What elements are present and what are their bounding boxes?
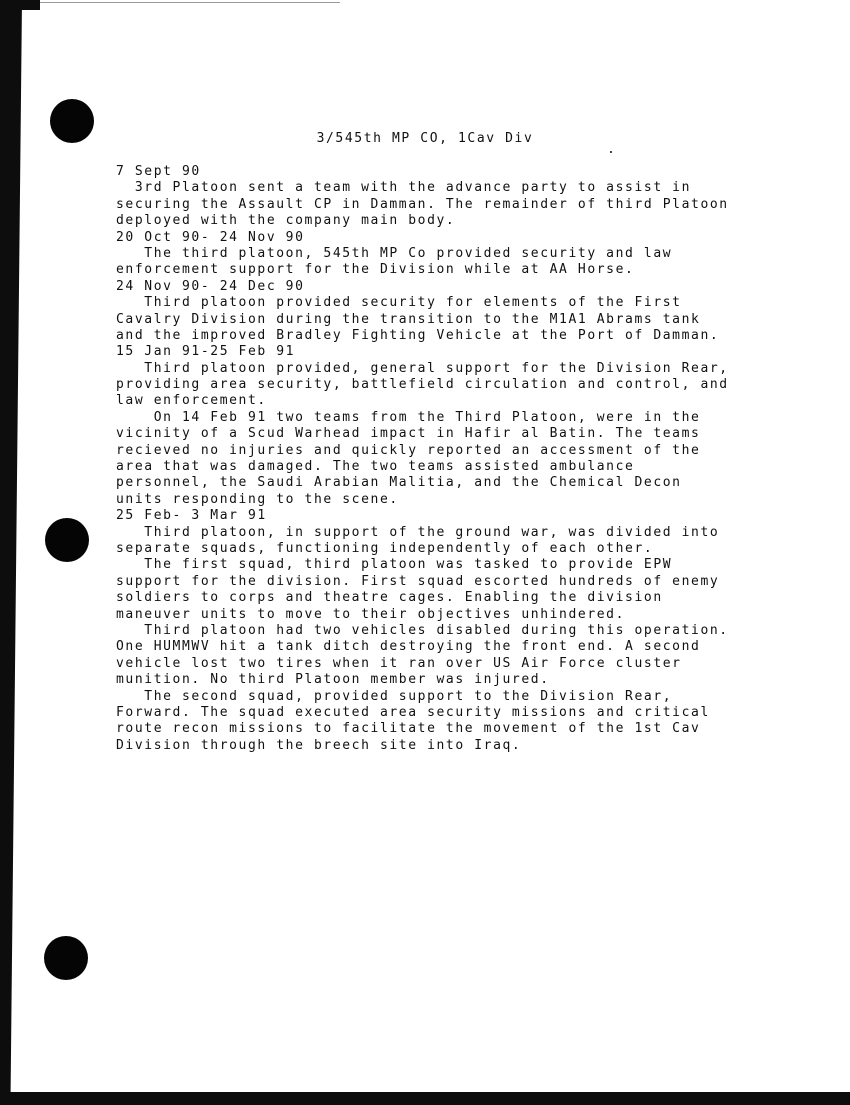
report-line: support for the division. First squad escorted hundreds of enemy bbox=[116, 573, 720, 589]
report-line: maneuver units to move to their objectives unhindered. bbox=[116, 606, 626, 622]
report-line: area that was damaged. The two teams assisted ambulance bbox=[116, 459, 635, 475]
report-line: securing the Assault CP in Damman. The remainder of third Platoon bbox=[116, 196, 729, 212]
report-line: 24 Nov 90- 24 Dec 90 bbox=[116, 278, 305, 294]
scan-bottom-edge bbox=[0, 1092, 850, 1105]
report-line: Third platoon, in support of the ground war, was divided into bbox=[116, 524, 720, 540]
report-line: One HUMMWV hit a tank ditch destroying the front end. A second bbox=[116, 639, 701, 655]
punch-hole-middle bbox=[45, 518, 89, 562]
report-line: personnel, the Saudi Arabian Malitia, and the Chemical Decon bbox=[116, 475, 682, 491]
report-line: 25 Feb- 3 Mar 91 bbox=[116, 508, 267, 524]
scan-top-line bbox=[40, 2, 340, 3]
report-line: units responding to the scene. bbox=[116, 491, 399, 507]
report-line: separate squads, functioning independently of each other. bbox=[116, 540, 654, 556]
scan-speck bbox=[610, 151, 612, 153]
report-line: Forward. The squad executed area security missions and critical bbox=[116, 704, 710, 720]
report-line: law enforcement. bbox=[116, 393, 267, 409]
report-line: and the improved Bradley Fighting Vehicle at the Port of Damman. bbox=[116, 327, 720, 343]
report-line: Cavalry Division during the transition to the M1A1 Abrams tank bbox=[116, 311, 701, 327]
report-line: The first squad, third platoon was tasked to provide EPW bbox=[116, 557, 673, 573]
report-body bbox=[116, 164, 776, 754]
report-line: 3rd Platoon sent a team with the advance party to assist in bbox=[116, 180, 692, 196]
report-line: The second squad, provided support to the Division Rear, bbox=[116, 688, 673, 704]
report-line: 20 Oct 90- 24 Nov 90 bbox=[116, 229, 305, 245]
report-line: recieved no injuries and quickly reported an accessment of the bbox=[116, 442, 701, 458]
report-line: Division through the breech site into Iraq. bbox=[116, 737, 522, 753]
report-line: deployed with the company main body. bbox=[116, 213, 456, 229]
report-line: providing area security, battlefield circulation and control, and bbox=[116, 377, 729, 393]
report-line: soldiers to corps and theatre cages. Enabling the division bbox=[116, 590, 663, 606]
report-line: The third platoon, 545th MP Co provided security and law bbox=[116, 245, 673, 261]
document-title: 3/545th MP CO, 1Cav Div bbox=[316, 131, 534, 146]
report-line: vicinity of a Scud Warhead impact in Hafir al Batin. The teams bbox=[116, 426, 701, 442]
report-line: vehicle lost two tires when it ran over US Air Force cluster bbox=[116, 655, 682, 671]
report-line: On 14 Feb 91 two teams from the Third Platoon, were in the bbox=[116, 409, 701, 425]
report-line: 15 Jan 91-25 Feb 91 bbox=[116, 344, 296, 360]
report-line: Third platoon provided security for elements of the First bbox=[116, 295, 682, 311]
scan-top-corner bbox=[0, 0, 40, 10]
report-line: Third platoon provided, general support for the Division Rear, bbox=[116, 360, 729, 376]
report-line: 7 Sept 90 bbox=[116, 164, 201, 179]
report-line: munition. No third Platoon member was injured. bbox=[116, 672, 550, 688]
punch-hole-bottom bbox=[44, 936, 88, 980]
scan-left-edge bbox=[0, 0, 22, 1095]
report-line: Third platoon had two vehicles disabled during this operation. bbox=[116, 622, 729, 638]
report-line: route recon missions to facilitate the movement of the 1st Cav bbox=[116, 721, 701, 737]
report-line: enforcement support for the Division while at AA Horse. bbox=[116, 262, 635, 278]
